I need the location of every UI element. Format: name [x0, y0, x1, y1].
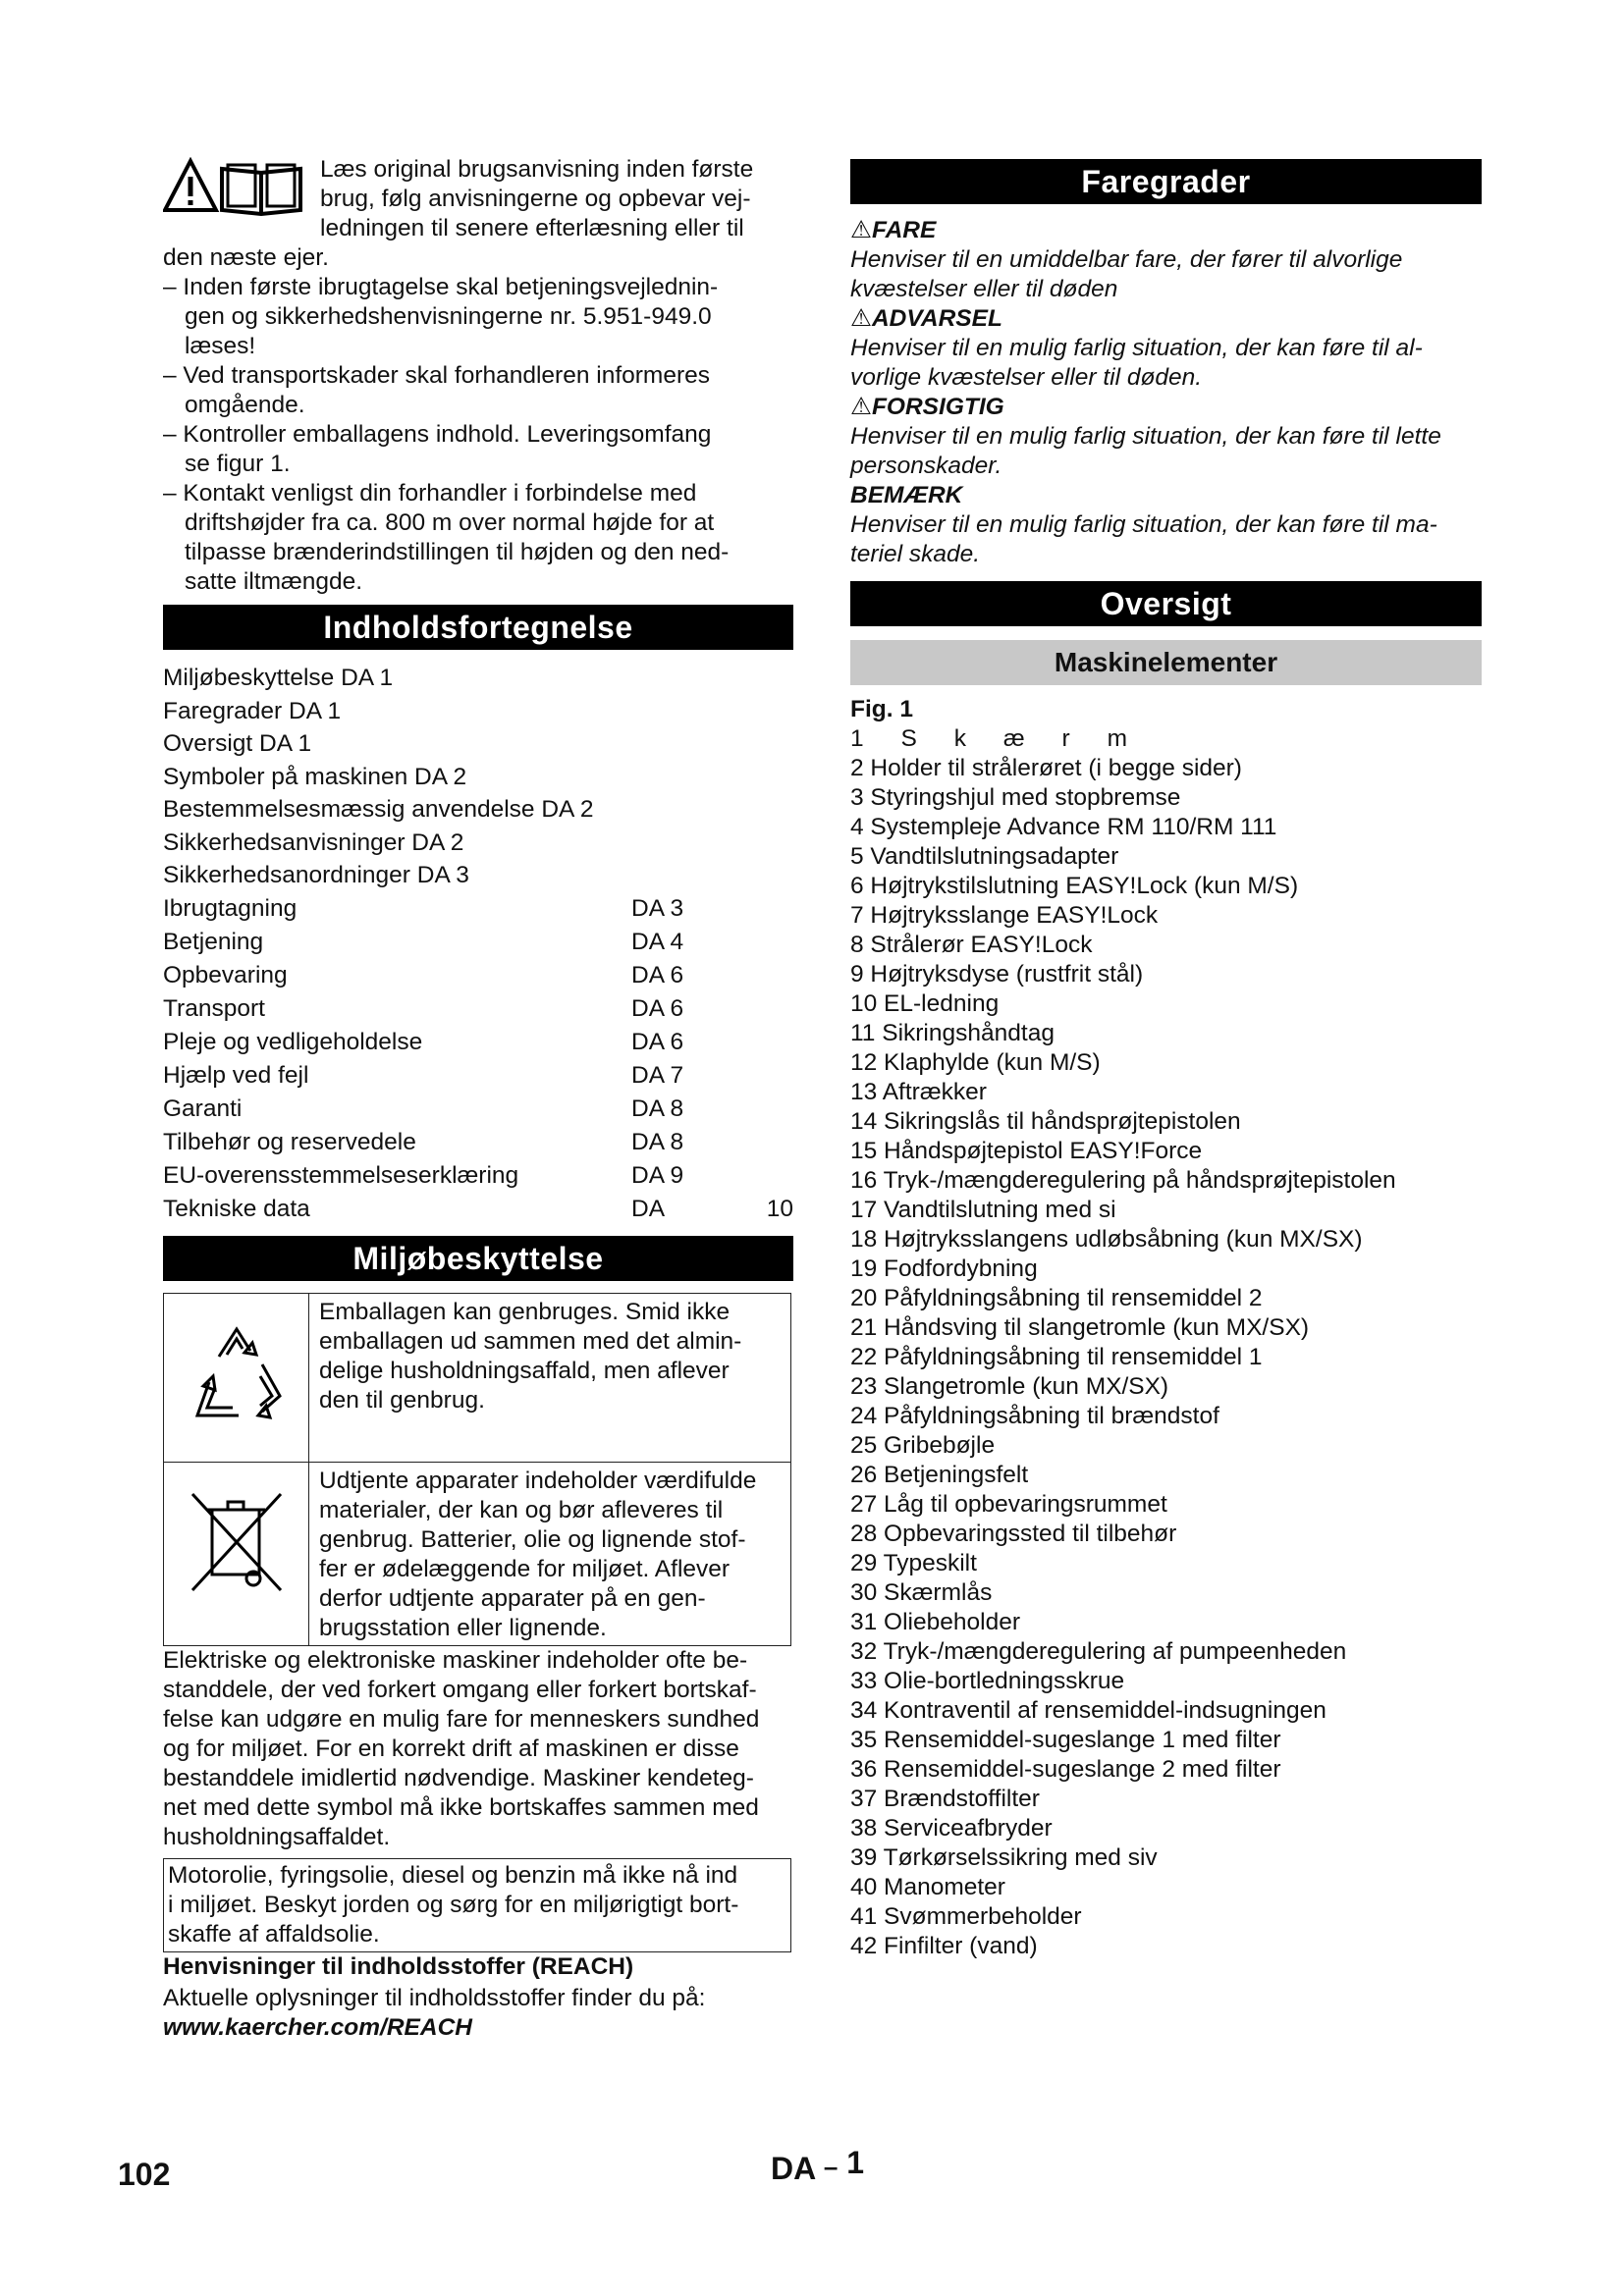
overview-heading: Oversigt — [850, 581, 1482, 626]
intro-line: ledningen til senere efterlæsning eller til — [320, 215, 744, 241]
toc-row[interactable] — [163, 892, 793, 926]
toc-row[interactable] — [163, 959, 793, 992]
overview-item: 13 Aftrækker — [850, 1079, 987, 1105]
intro-line: brug, følg anvisningerne og opbevar vej- — [320, 186, 751, 212]
overview-item: 31 Oliebeholder — [850, 1609, 1020, 1635]
overview-item: 40 Manometer — [850, 1874, 1005, 1900]
toc-row-title: Hjælp ved fejl — [163, 1061, 309, 1089]
overview-item: 24 Påfyldningsåbning til brændstof — [850, 1403, 1219, 1429]
overview-item: 35 Rensemiddel-sugeslange 1 med filter — [850, 1727, 1281, 1753]
overview-item: 27 Låg til opbevaringsrummet — [850, 1491, 1167, 1518]
overview-item: 14 Sikringslås til håndsprøjtepistolen — [850, 1108, 1241, 1135]
table-of-contents — [163, 662, 793, 1226]
toc-entry[interactable]: Sikkerhedsanvisninger DA 2 — [163, 828, 464, 856]
env-line: Udtjente apparater indeholder værdifulde — [319, 1467, 757, 1494]
env-line: Emballagen kan genbruges. Smid ikke — [319, 1298, 731, 1325]
toc-row-title: Opbevaring — [163, 961, 288, 988]
toc-row-page-extra — [759, 1093, 793, 1126]
toc-row-page-extra — [759, 892, 793, 926]
overview-item: 8 Strålerør EASY!Lock — [850, 932, 1093, 958]
toc-row-page-extra — [759, 992, 793, 1026]
overview-item: 20 Påfyldningsåbning til rensemiddel 2 — [850, 1285, 1263, 1311]
env-paragraph-line: felse kan udgøre en mulig fare for menneskers sundhed — [163, 1705, 760, 1733]
env-paragraph-line: net med dette symbol må ikke bortskaffes sammen med — [163, 1793, 759, 1821]
toc-row-page: DA — [631, 1195, 666, 1222]
overview-item: 32 Tryk-/mængderegulering af pumpeenheden — [850, 1638, 1347, 1665]
env-paragraph — [163, 1646, 793, 1852]
overview-item: 22 Påfyldningsåbning til rensemiddel 1 — [850, 1344, 1263, 1370]
hazard-text-line: personskader. — [850, 453, 1002, 479]
toc-row-page: DA 6 — [631, 961, 684, 988]
toc-row[interactable] — [163, 926, 793, 959]
env-icon-cell — [164, 1293, 309, 1462]
overview-item: 9 Højtryksdyse (rustfrit stål) — [850, 961, 1144, 988]
hazard-label — [850, 393, 1482, 422]
env-line: den til genbrug. — [319, 1386, 485, 1414]
toc-row-page: DA 4 — [631, 928, 684, 955]
footer-section-code: DA — [771, 2151, 816, 2186]
env-line: derfor udtjente apparater på en gen- — [319, 1584, 706, 1612]
overview-item: 19 Fodfordybning — [850, 1255, 1038, 1282]
oil-notice-line: skaffe af affaldsolie. — [168, 1920, 380, 1948]
overview-item: 38 Serviceafbryder — [850, 1815, 1053, 1842]
hazard-label — [850, 304, 1482, 334]
left-column — [163, 155, 793, 2043]
toc-row[interactable] — [163, 1193, 793, 1226]
bullet-line: – Ved transportskader skal forhandleren informeres — [163, 362, 710, 389]
env-paragraph-line: bestanddele imidlertid nødvendige. Maskiner kendeteg- — [163, 1764, 754, 1791]
toc-entry[interactable]: Bestemmelsesmæssig anvendelse DA 2 — [163, 796, 594, 823]
fig-label: Fig. 1 — [850, 696, 913, 722]
env-row-recycle — [164, 1293, 791, 1462]
hazard-text-line: Henviser til en umiddelbar fare, der fører til alvorlige — [850, 246, 1403, 273]
overview-item: 37 Brændstoffilter — [850, 1786, 1040, 1812]
intro-section — [163, 155, 793, 302]
overview-item: 11 Sikringshåndtag — [850, 1020, 1055, 1046]
bullet-line: – Kontroller emballagens indhold. Leveringsomfang — [163, 421, 712, 448]
hazard-label-text: FARE — [871, 217, 937, 243]
toc-entry[interactable]: Miljøbeskyttelse DA 1 — [163, 665, 394, 691]
overview-item: 10 EL-ledning — [850, 990, 1000, 1017]
env-paragraph-line: og for miljøet. For en korrekt drift af maskinen er disse — [163, 1735, 739, 1762]
overview-list — [850, 754, 1482, 1961]
overview-item: 15 Håndspøjtepistol EASY!Force — [850, 1138, 1203, 1164]
toc-row-page: DA 6 — [631, 994, 684, 1022]
warning-triangle-icon: ⚠ — [850, 217, 872, 243]
overview-item: 21 Håndsving til slangetromle (kun MX/SX) — [850, 1314, 1310, 1341]
overview-item: 6 Højtrykstilslutning EASY!Lock (kun M/S) — [850, 873, 1299, 899]
intro-line: den næste ejer. — [163, 244, 329, 271]
hazard-list — [850, 216, 1482, 569]
warning-manual-icon — [163, 157, 310, 216]
toc-row-page: DA 3 — [631, 894, 684, 922]
first-item-letter: 1 — [850, 725, 864, 752]
env-line: materialer, der kan og bør afleveres til — [319, 1496, 724, 1523]
first-item-letter: S — [900, 725, 917, 752]
hazard-item — [850, 481, 1482, 569]
overview-item: 4 Systempleje Advance RM 110/RM 111 — [850, 814, 1277, 840]
page-number: 102 — [118, 2157, 171, 2192]
overview-item: 5 Vandtilslutningsadapter — [850, 843, 1119, 870]
toc-row[interactable] — [163, 1026, 793, 1059]
overview-item: 23 Slangetromle (kun MX/SX) — [850, 1373, 1169, 1400]
intro-bullets — [163, 273, 793, 597]
toc-row-title: Pleje og vedligeholdelse — [163, 1028, 423, 1055]
hazard-text-line: Henviser til en mulig farlig situation, der kan føre til al- — [850, 335, 1423, 361]
toc-row-page-extra — [759, 1026, 793, 1059]
env-paragraph-line: standdele, der ved forkert omgang eller forkert bortskaf- — [163, 1676, 757, 1703]
env-line: emballagen ud sammen med det almin- — [319, 1327, 742, 1355]
toc-row-page-extra — [759, 959, 793, 992]
toc-row-page: DA 7 — [631, 1061, 684, 1089]
footer-section-page: 1 — [846, 2145, 865, 2180]
overview-item: 18 Højtryksslangens udløbsåbning (kun MX/SX) — [850, 1226, 1363, 1253]
hazard-label — [850, 216, 1482, 245]
oil-notice-line: Motorolie, fyringsolie, diesel og benzin må ikke nå ind — [168, 1861, 738, 1889]
toc-row[interactable] — [163, 1126, 793, 1159]
hazard-label-text: ADVARSEL — [871, 305, 1002, 332]
overview-item: 17 Vandtilslutning med si — [850, 1197, 1116, 1223]
toc-row-page-extra — [759, 1059, 793, 1093]
toc-row-page: DA 8 — [631, 1128, 684, 1155]
oil-notice-box — [163, 1858, 791, 1952]
overview-item: 12 Klaphylde (kun M/S) — [850, 1049, 1101, 1076]
toc-rows — [163, 892, 793, 1226]
toc-row-page-extra — [759, 1159, 793, 1193]
env-paragraph-line: husholdningsaffaldet. — [163, 1823, 391, 1850]
hazard-item — [850, 393, 1482, 481]
env-paragraph-line: Elektriske og elektroniske maskiner indeholder ofte be- — [163, 1646, 748, 1674]
overview-item: 34 Kontraventil af rensemiddel-indsugningen — [850, 1697, 1326, 1724]
overview-item: 25 Gribebøjle — [850, 1432, 996, 1459]
hazard-item — [850, 304, 1482, 393]
env-table — [163, 1293, 791, 1646]
toc-row-title: Transport — [163, 994, 265, 1022]
env-heading: Miljøbeskyttelse — [163, 1236, 793, 1281]
toc-row-title: Garanti — [163, 1095, 243, 1122]
hazard-item — [850, 216, 1482, 304]
overview-item: 41 Svømmerbeholder — [850, 1903, 1082, 1930]
toc-row-title: EU-overensstemmelseserklæring — [163, 1161, 519, 1189]
hazard-label — [850, 481, 1482, 510]
bullet-line: satte iltmængde. — [185, 568, 363, 595]
toc-row[interactable] — [163, 992, 793, 1026]
hazard-label-text: BEMÆRK — [850, 482, 963, 508]
overview-item: 28 Opbevaringssted til tilbehør — [850, 1521, 1177, 1547]
bullet-line: driftshøjder fra ca. 800 m over normal højde for at — [185, 509, 715, 536]
reach-url-link[interactable]: www.kaercher.com/REACH — [163, 2013, 472, 2041]
env-text-cell — [309, 1462, 791, 1645]
bullet-line: se figur 1. — [185, 451, 291, 477]
env-line: genbrug. Batterier, olie og lignende stof- — [319, 1525, 746, 1553]
overview-item: 16 Tryk-/mængderegulering på håndsprøjtepistolen — [850, 1167, 1396, 1194]
recycle-icon — [178, 1317, 296, 1435]
overview-item: 30 Skærmlås — [850, 1579, 993, 1606]
warning-triangle-icon: ⚠ — [850, 305, 872, 332]
overview-item-first — [850, 724, 1135, 754]
toc-row-page-extra: 10 — [766, 1195, 793, 1222]
intro-header-text — [320, 155, 801, 243]
overview-item: 26 Betjeningsfelt — [850, 1462, 1029, 1488]
hazard-text-line: teriel skade. — [850, 541, 981, 567]
toc-row-title: Tilbehør og reservedele — [163, 1128, 416, 1155]
first-item-letter: æ — [1002, 725, 1025, 752]
reach-text: Aktuelle oplysninger til indholdsstoffer finder du på: — [163, 1984, 706, 2011]
env-text-cell — [309, 1293, 791, 1462]
overview-item: 2 Holder til strålerøret (i begge sider) — [850, 755, 1242, 781]
toc-row-page: DA 6 — [631, 1028, 684, 1055]
bullet-line: – Kontakt venligst din forhandler i forbindelse med — [163, 480, 697, 507]
first-item-letter: r — [1061, 725, 1070, 752]
env-icon-cell — [164, 1462, 309, 1645]
reach-heading: Henvisninger til indholdsstoffer (REACH) — [163, 1952, 634, 1980]
toc-entry[interactable]: Symboler på maskinen DA 2 — [163, 763, 467, 790]
first-item-letter: k — [953, 725, 966, 752]
bullet-line: gen og sikkerhedshenvisningerne nr. 5.951-949.0 — [185, 303, 712, 330]
env-line: brugsstation eller lignende. — [319, 1614, 607, 1641]
intro-line: Læs original brugsanvisning inden første — [320, 156, 754, 183]
hazard-label-text: FORSIGTIG — [871, 394, 1004, 420]
toc-row-title: Betjening — [163, 928, 264, 955]
bullet-line: tilpasse brænderindstillingen til højden og den ned- — [185, 539, 730, 565]
hazard-text-line: vorlige kvæstelser eller til døden. — [850, 364, 1203, 391]
toc-entry[interactable]: Oversigt DA 1 — [163, 730, 312, 757]
footer-dash: – — [823, 2152, 839, 2181]
toc-entry[interactable]: Sikkerhedsanordninger DA 3 — [163, 862, 469, 888]
toc-row-title: Tekniske data — [163, 1195, 310, 1222]
toc-entry[interactable]: Faregrader DA 1 — [163, 697, 342, 724]
bullet-item — [163, 420, 793, 479]
overview-item: 36 Rensemiddel-sugeslange 2 med filter — [850, 1756, 1281, 1783]
toc-row[interactable] — [163, 1093, 793, 1126]
hazards-heading: Faregrader — [850, 159, 1482, 204]
bullet-item — [163, 361, 793, 420]
toc-row-page: DA 9 — [631, 1161, 684, 1189]
crossed-bin-icon — [183, 1480, 291, 1598]
hazard-text-line: Henviser til en mulig farlig situation, der kan føre til lette — [850, 423, 1441, 450]
overview-item: 39 Tørkørselssikring med siv — [850, 1844, 1158, 1871]
overview-item: 7 Højtryksslange EASY!Lock — [850, 902, 1159, 929]
env-line: delige husholdningsaffald, men aflever — [319, 1357, 730, 1384]
warning-triangle-icon: ⚠ — [850, 394, 872, 420]
toc-row-page-extra — [759, 926, 793, 959]
overview-subheading: Maskinelementer — [850, 640, 1482, 685]
first-item-letter: m — [1107, 725, 1127, 752]
toc-row-title: Ibrugtagning — [163, 894, 298, 922]
toc-heading: Indholdsfortegnelse — [163, 605, 793, 650]
oil-notice-line: i miljøet. Beskyt jorden og sørg for en miljørigtigt bort- — [168, 1891, 739, 1918]
hazard-text-line: kvæstelser eller til døden — [850, 276, 1118, 302]
footer-section — [771, 2145, 865, 2186]
env-line: fer er ødelæggende for miljøet. Aflever — [319, 1555, 731, 1582]
overview-item: 3 Styringshjul med stopbremse — [850, 784, 1181, 811]
toc-row-page-extra — [759, 1126, 793, 1159]
right-column — [850, 155, 1482, 1961]
bullet-line: læses! — [185, 333, 256, 359]
toc-row[interactable] — [163, 1059, 793, 1093]
toc-row-page: DA 8 — [631, 1095, 684, 1122]
overview-item: 33 Olie-bortledningsskrue — [850, 1668, 1125, 1694]
bullet-line: – Inden første ibrugtagelse skal betjeningsvejlednin- — [163, 274, 719, 300]
bullet-item — [163, 479, 793, 597]
toc-row[interactable] — [163, 1159, 793, 1193]
hazard-text-line: Henviser til en mulig farlig situation, der kan føre til ma- — [850, 511, 1437, 538]
overview-item: 42 Finfilter (vand) — [850, 1933, 1038, 1959]
bullet-line: omgående. — [185, 392, 305, 418]
overview-item: 29 Typeskilt — [850, 1550, 977, 1576]
env-row-bin — [164, 1462, 791, 1645]
